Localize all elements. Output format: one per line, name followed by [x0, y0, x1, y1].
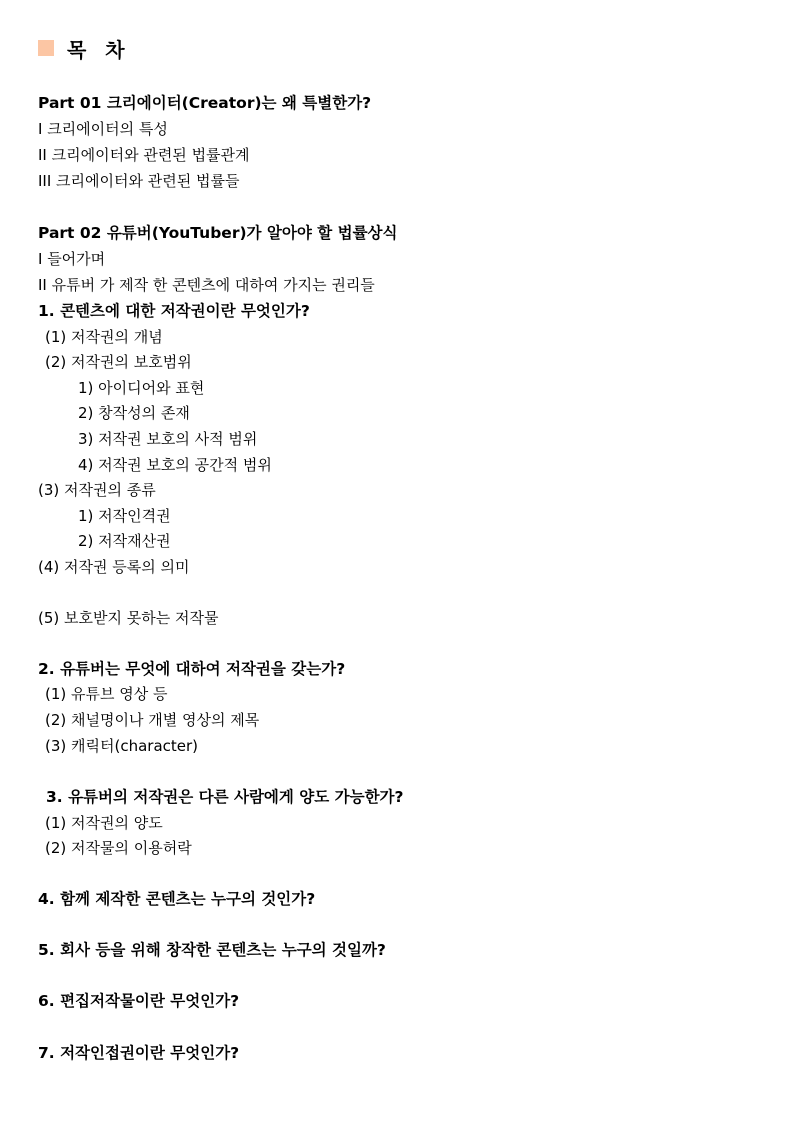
section-6-title: 6. 편집저작물이란 무엇인가?	[38, 992, 240, 1010]
part1-item-3: III 크리에이터와 관련된 법률들	[38, 172, 240, 190]
section-2-title: 2. 유튜버는 무엇에 대하여 저작권을 갖는가?	[38, 660, 346, 678]
section-1-subitem: 4) 저작권 보호의 공간적 범위	[78, 456, 272, 474]
section-1-subitem: 2) 창작성의 존재	[78, 404, 190, 422]
section-1-title: 1. 콘텐츠에 대한 저작권이란 무엇인가?	[38, 302, 310, 320]
part2-intro: I 들어가며	[38, 250, 106, 268]
section-1-item: (4) 저작권 등록의 의미	[38, 558, 190, 576]
section-1-subitem: 3) 저작권 보호의 사적 범위	[78, 430, 258, 448]
section-1-subitem: 1) 저작인격권	[78, 507, 171, 525]
section-3-item: (2) 저작물의 이용허락	[45, 839, 192, 857]
section-3-item: (1) 저작권의 양도	[45, 814, 163, 832]
section-3-title: 3. 유튜버의 저작권은 다른 사람에게 양도 가능한가?	[46, 788, 404, 806]
section-1-subitem: 1) 아이디어와 표현	[78, 379, 205, 397]
section-1-item: (2) 저작권의 보호범위	[45, 353, 192, 371]
part1-item-1: I 크리에이터의 특성	[38, 120, 168, 138]
section-2-item: (2) 채널명이나 개별 영상의 제목	[45, 711, 260, 729]
square-bullet-icon	[38, 40, 54, 56]
toc-title: 목 차	[67, 37, 131, 62]
section-1-item: (5) 보호받지 못하는 저작물	[38, 609, 219, 627]
section-2-item: (3) 캐릭터(character)	[45, 737, 199, 755]
section-7-title: 7. 저작인접권이란 무엇인가?	[38, 1044, 240, 1062]
section-2-item: (1) 유튜브 영상 등	[45, 685, 168, 703]
part1-title: Part 01 크리에이터(Creator)는 왜 특별한가?	[38, 94, 372, 112]
part2-rights: II 유튜버 가 제작 한 콘텐츠에 대하여 가지는 권리들	[38, 276, 375, 294]
section-4-title: 4. 함께 제작한 콘텐츠는 누구의 것인가?	[38, 890, 316, 908]
part2-title: Part 02 유튜버(YouTuber)가 알아야 할 법률상식	[38, 224, 398, 242]
section-1-item: (3) 저작권의 종류	[38, 481, 156, 499]
section-5-title: 5. 회사 등을 위해 창작한 콘텐츠는 누구의 것일까?	[38, 941, 386, 959]
section-1-item: (1) 저작권의 개념	[45, 328, 163, 346]
section-1-subitem: 2) 저작재산권	[78, 532, 171, 550]
part1-item-2: II 크리에이터와 관련된 법률관계	[38, 146, 250, 164]
toc-heading	[38, 34, 131, 62]
